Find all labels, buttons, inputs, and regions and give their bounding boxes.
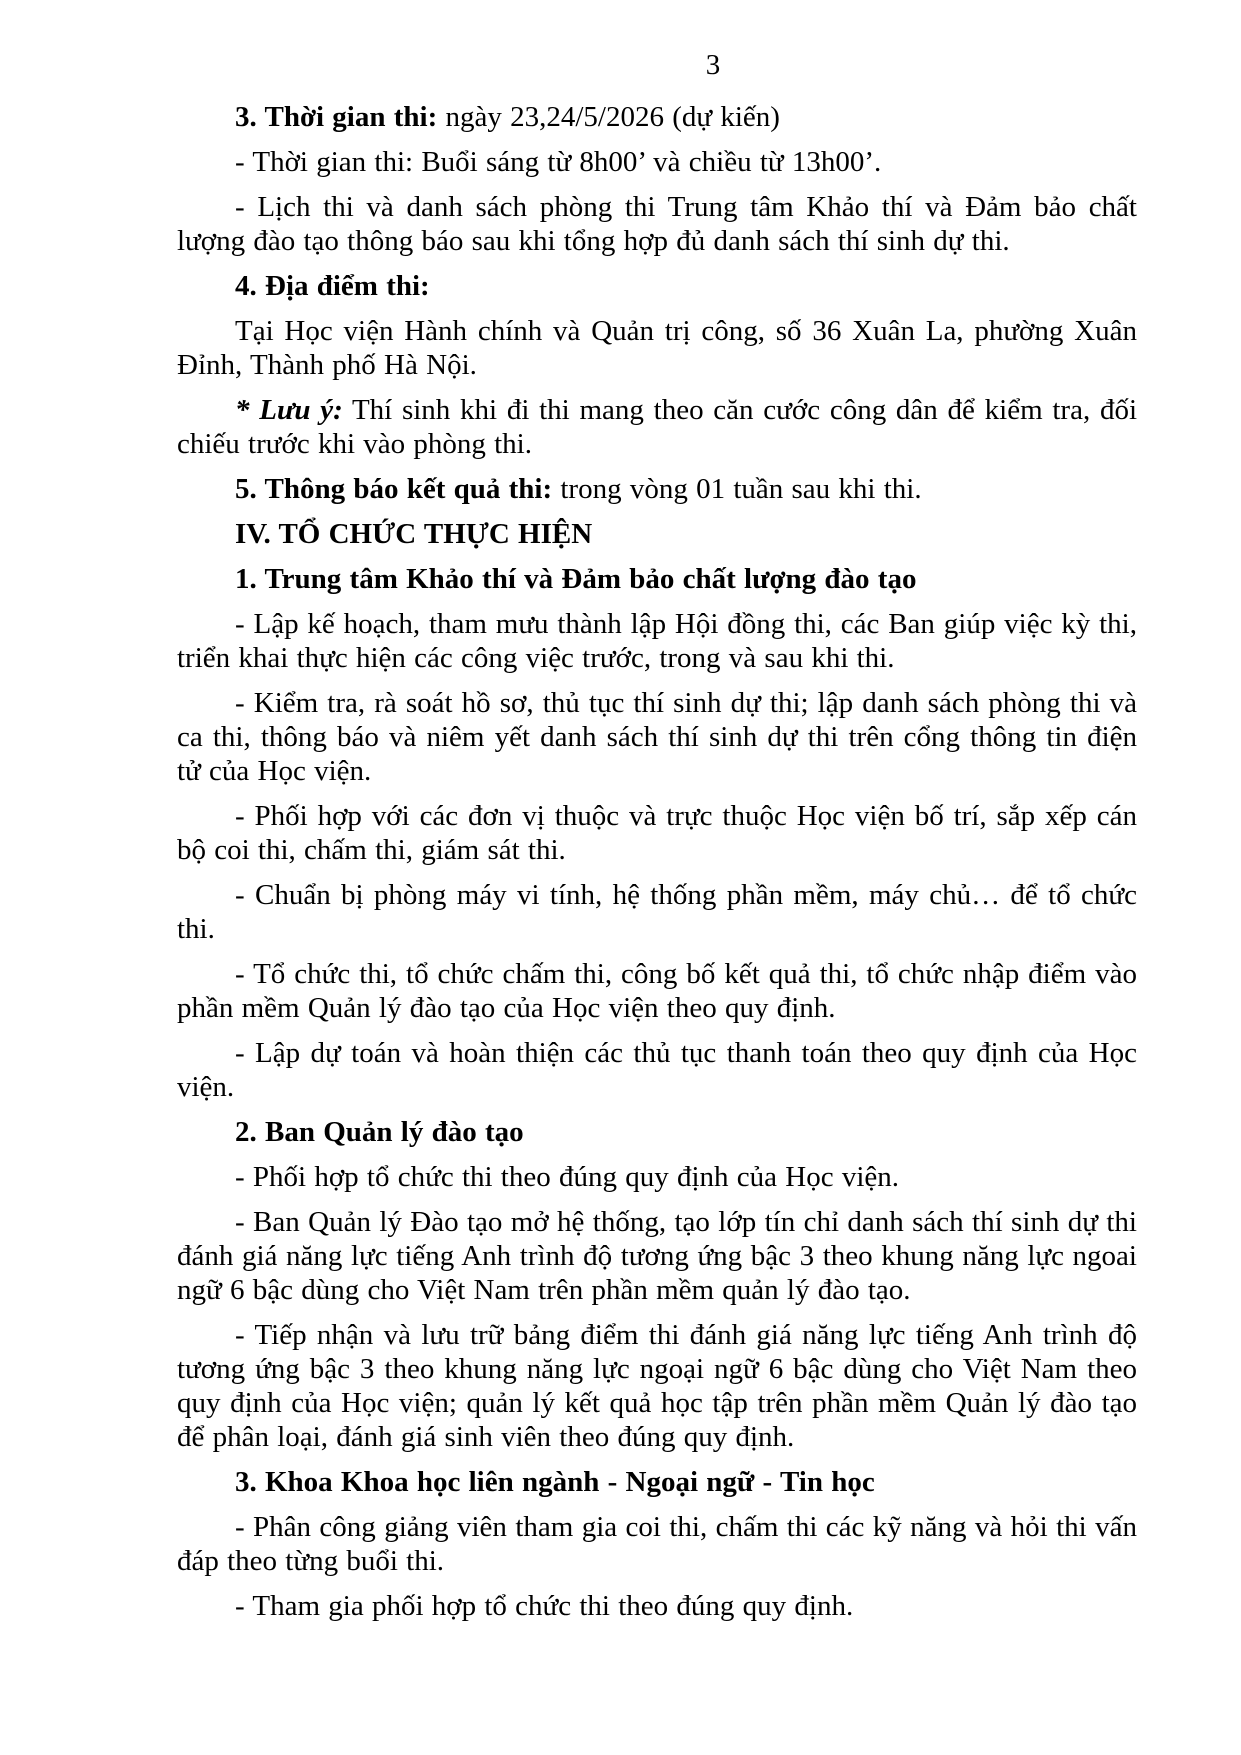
heading-khoa-khoa-hoc: [177, 1465, 1137, 1499]
text-run: - Phối hợp tổ chức thi theo đúng quy định của Học viện.: [235, 1161, 900, 1193]
text-run: - Lập dự toán và hoàn thiện các thủ tục thanh toán theo quy định của Học viện.: [177, 1037, 1137, 1103]
text-run: - Ban Quản lý Đào tạo mở hệ thống, tạo lớp tín chỉ danh sách thí sinh dự thi đánh giá năng lực tiếng Anh trình độ tương ứng bậc 3 theo khung năng lực ngoai ngữ 6 bậc dùng cho Việt Nam trên phần mềm quản lý đào tạo.: [177, 1206, 1137, 1306]
para-phoi-hop-to-chuc: [177, 1160, 1137, 1194]
para-kiem-tra-ra-soat: [177, 686, 1137, 788]
heading-trung-tam-khao-thi: [177, 562, 1137, 596]
para-to-chuc-thi: [177, 957, 1137, 1025]
heading-thoi-gian-thi: [177, 100, 1137, 134]
para-phan-cong-giang-vien: [177, 1510, 1137, 1578]
text-run: - Chuẩn bị phòng máy vi tính, hệ thống phần mềm, máy chủ… để tổ chức thi.: [177, 879, 1137, 945]
heading-to-chuc-thuc-hien: [177, 517, 1137, 551]
page-number: 3: [705, 49, 721, 81]
para-tham-gia-phoi-hop: [177, 1589, 1137, 1623]
heading-dia-diem-thi: [177, 269, 1137, 303]
para-tiep-nhan-luu-tru: [177, 1318, 1137, 1454]
text-run: Thí sinh khi đi thi mang theo căn cước công dân để kiểm tra, đối chiếu trước khi vào phòng thi.: [177, 394, 1138, 460]
para-luu-y: [177, 393, 1137, 461]
text-run: - Phân công giảng viên tham gia coi thi, chấm thi các kỹ năng và hỏi thi vấn đáp theo từng buổi thi.: [177, 1511, 1137, 1577]
para-lap-ke-hoach: [177, 607, 1137, 675]
text-run: - Tiếp nhận và lưu trữ bảng điểm thi đánh giá năng lực tiếng Anh trình độ tương ứng bậc 3 theo khung năng lực ngoại ngữ 6 bậc dùng cho Việt Nam theo quy định của Học viện; quản lý kết quả học tập trên phần mềm Quản lý đào tạo để phân loại, đánh giá sinh viên theo đúng quy định.: [177, 1319, 1137, 1453]
text-run: trong vòng 01 tuần sau khi thi.: [552, 473, 922, 505]
text-run: - Thời gian thi: Buổi sáng từ 8h00’ và chiều từ 13h00’.: [235, 146, 882, 178]
heading-label: 5. Thông báo kết quả thi:: [235, 473, 553, 505]
text-run: - Tham gia phối hợp tổ chức thi theo đúng quy định.: [235, 1590, 854, 1622]
heading-label: 3. Thời gian thi:: [235, 101, 438, 133]
heading-label: 1. Trung tâm Khảo thí và Đảm bảo chất lượng đào tạo: [235, 563, 917, 595]
text-run: ngày 23,24/5/2026 (dự kiến): [437, 101, 780, 133]
section-heading: IV. TỔ CHỨC THỰC HIỆN: [235, 518, 593, 550]
heading-label: 3. Khoa Khoa học liên ngành - Ngoại ngữ - Tin học: [235, 1466, 875, 1498]
para-lich-thi: [177, 190, 1137, 258]
para-dia-chi: [177, 314, 1137, 382]
heading-ban-quan-ly-dao-tao: [177, 1115, 1137, 1149]
heading-label: 2. Ban Quản lý đào tạo: [235, 1116, 524, 1148]
note-label: * Lưu ý:: [235, 394, 343, 426]
para-mo-he-thong: [177, 1205, 1137, 1307]
heading-label: 4. Địa điểm thi:: [235, 270, 430, 302]
text-run: - Tổ chức thi, tổ chức chấm thi, công bố kết quả thi, tổ chức nhập điểm vào phần mềm Quản lý đào tạo của Học viện theo quy định.: [177, 958, 1137, 1024]
text-run: Tại Học viện Hành chính và Quản trị công, số 36 Xuân La, phường Xuân Đỉnh, Thành phố Hà Nội.: [177, 315, 1137, 381]
heading-thong-bao-ket-qua: [177, 472, 1137, 506]
document-body: [177, 100, 1137, 1634]
para-phoi-hop-don-vi: [177, 799, 1137, 867]
text-run: - Lập kế hoạch, tham mưu thành lập Hội đồng thi, các Ban giúp việc kỳ thi, triển khai thực hiện các công việc trước, trong và sau khi thi.: [177, 608, 1137, 674]
text-run: - Phối hợp với các đơn vị thuộc và trực thuộc Học viện bố trí, sắp xếp cán bộ coi thi, chấm thi, giám sát thi.: [177, 800, 1137, 866]
text-run: - Lịch thi và danh sách phòng thi Trung tâm Khảo thí và Đảm bảo chất lượng đào tạo thông báo sau khi tổng hợp đủ danh sách thí sinh dự thi.: [177, 191, 1137, 257]
para-lap-du-toan: [177, 1036, 1137, 1104]
para-chuan-bi-phong-may: [177, 878, 1137, 946]
para-gio-thi: [177, 145, 1137, 179]
text-run: - Kiểm tra, rà soát hồ sơ, thủ tục thí sinh dự thi; lập danh sách phòng thi và ca thi, thông báo và niêm yết danh sách thí sinh dự thi trên cổng thông tin điện tử của Học viện.: [177, 687, 1137, 787]
